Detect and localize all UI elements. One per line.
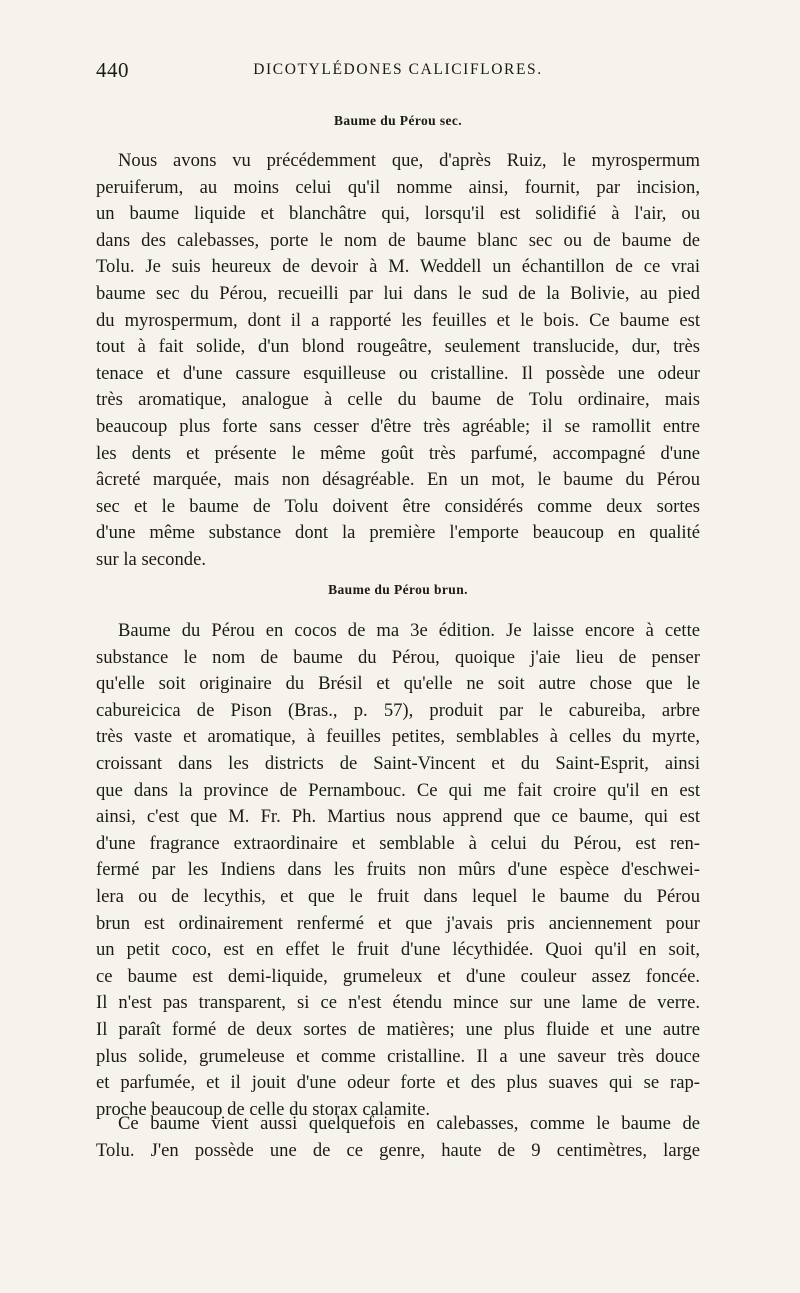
text-line: que dans la province de Pernambouc. Ce qui me fait croire qu'il en est (96, 779, 700, 801)
text-line: d'une fragrance extraordinaire et semblable à celui du Pérou, est ren- (96, 832, 700, 854)
section-title-baume-brun: Baume du Pérou brun. (328, 582, 468, 597)
page-number: 440 (96, 58, 129, 82)
running-title: DICOTYLÉDONES CALICIFLORES. (253, 61, 543, 78)
text-line: d'une même substance dont la première l'emporte beaucoup en qualité (96, 522, 700, 544)
text-line: Tolu. Je suis heureux de devoir à M. Weddell un échantillon de ce vrai (96, 256, 700, 278)
text-line: fermé par les Indiens dans les fruits non mûrs d'une espèce d'eschwei- (96, 859, 700, 881)
text-line: proche beaucoup de celle du storax calamite. (96, 1098, 431, 1120)
text-line: très aromatique, analogue à celle du baume de Tolu ordinaire, mais (96, 389, 700, 411)
text-line: tenace et d'une cassure esquilleuse ou cristalline. Il possède une odeur (96, 362, 700, 384)
text-line: un baume liquide et blanchâtre qui, lorsqu'il est solidifié à l'air, ou (96, 203, 700, 225)
text-line: cabureicica de Pison (Bras., p. 57), produit par le cabureiba, arbre (96, 699, 700, 721)
text-line: substance le nom de baume du Pérou, quoique j'aie lieu de penser (96, 646, 700, 668)
text-line: baume sec du Pérou, recueilli par lui dans le sud de la Bolivie, au pied (96, 282, 700, 304)
text-line: lera ou de lecythis, et que le fruit dans lequel le baume du Pérou (96, 885, 700, 907)
text-line: sur la seconde. (96, 548, 206, 570)
text-line: Baume du Pérou en cocos de ma 3e édition. Je laisse encore à cette (118, 620, 700, 641)
text-line: beaucoup plus forte sans cesser d'être très agréable; il se ramollit entre (96, 415, 700, 437)
paragraph-baume-sec (96, 148, 700, 574)
text-line: un petit coco, est en effet le fruit d'une lécythidée. Quoi qu'il en soit, (96, 939, 700, 961)
text-line: Nous avons vu précédemment que, d'après Ruiz, le myrospermum (118, 150, 700, 171)
text-line: dans des calebasses, porte le nom de baume blanc sec ou de baume de (96, 229, 700, 251)
paragraph-calebasses (96, 1111, 700, 1164)
text-line: Il n'est pas transparent, si ce n'est étendu mince sur une lame de verre. (96, 992, 700, 1014)
text-line: du myrospermum, dont il a rapporté les feuilles et le bois. Ce baume est (96, 309, 700, 331)
text-line: âcreté marquée, mais non désagréable. En un mot, le baume du Pérou (96, 469, 700, 491)
text-line: croissant dans les districts de Saint-Vincent et du Saint-Esprit, ainsi (96, 752, 700, 774)
text-line: plus solide, grumeleuse et comme cristalline. Il a une saveur très douce (96, 1045, 700, 1067)
section-title-baume-sec: Baume du Pérou sec. (333, 113, 463, 128)
text-line: Ce baume vient aussi quelquefois en calebasses, comme le baume de (118, 1113, 700, 1134)
text-line: tout à fait solide, d'un blond rougeâtre, seulement translucide, dur, très (96, 336, 700, 358)
text-line: brun est ordinairement renfermé et que j'avais pris anciennement pour (96, 912, 700, 934)
text-line: très vaste et aromatique, à feuilles petites, semblables à celles du myrte, (96, 726, 700, 748)
text-line: et parfumée, et il jouit d'une odeur forte et des plus suaves qui se rap- (96, 1072, 700, 1094)
running-head (96, 58, 700, 84)
text-line: qu'elle soit originaire du Brésil et qu'elle ne soit autre chose que le (96, 673, 700, 695)
text-line: Tolu. J'en possède une de ce genre, haute de 9 centimètres, large (96, 1139, 700, 1161)
text-line: sec et le baume de Tolu doivent être considérés comme deux sortes (96, 495, 700, 517)
text-line: ainsi, c'est que M. Fr. Ph. Martius nous apprend que ce baume, qui est (96, 806, 700, 828)
text-line: ce baume est demi-liquide, grumeleux et d'une couleur assez foncée. (96, 965, 700, 987)
text-line: peruiferum, au moins celui qu'il nomme ainsi, fournit, par incision, (96, 176, 700, 198)
text-line: les dents et présente le même goût très parfumé, accompagné d'une (96, 442, 700, 464)
paragraph-baume-brun (96, 618, 700, 1123)
text-line: Il paraît formé de deux sortes de matières; une plus fluide et une autre (96, 1018, 700, 1040)
